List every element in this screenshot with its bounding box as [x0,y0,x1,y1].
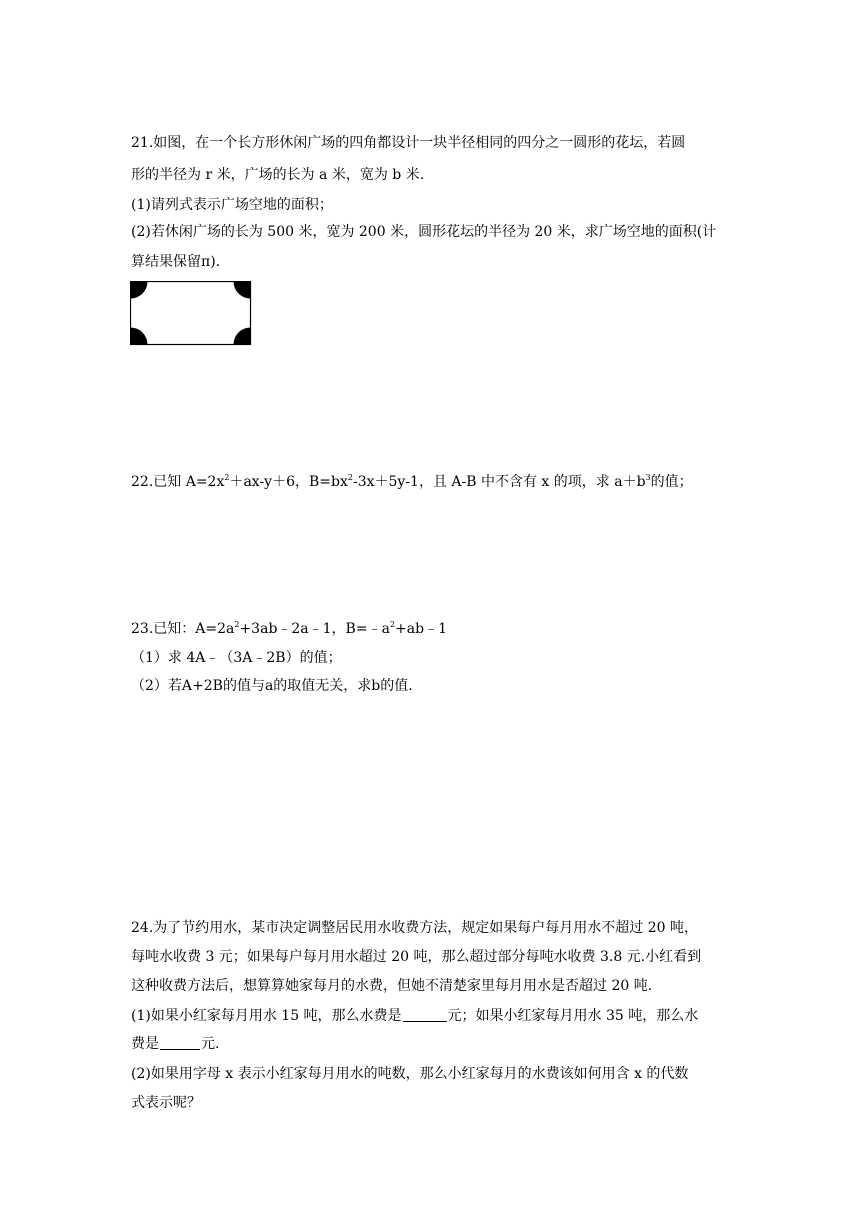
q24-line2: 每吨水收费 3 元；如果每户每月用水超过 20 吨，那么超过部分每吨水收费 3.8 元.小红看到 [131,949,702,965]
answer-blank-1[interactable] [403,1007,447,1022]
plaza-figure [130,281,252,346]
q24-part2-line2: 式表示呢？ [131,1095,201,1111]
q23-part2: （2）若A+2B的值与a的取值无关，求b的值. [131,678,413,694]
answer-blank-2[interactable] [160,1035,200,1050]
q21-line2: 形的半径为 r 米，广场的长为 a 米，宽为 b 米. [131,167,425,183]
q24-line1: 24.为了节约用水，某市决定调整居民用水收费方法，规定如果每户每月用水不超过 20 吨， [131,920,698,936]
q21-part2-line1: (2)若休闲广场的长为 500 米，宽为 200 米，圆形花坛的半径为 20 米，求广场空地的面积(计 [131,224,717,240]
q21-line1: 21.如图，在一个长方形休闲广场的四角都设计一块半径相同的四分之一圆形的花坛，若圆 [131,135,686,151]
q24-line3: 这种收费方法后，想算算她家每月的水费，但她不清楚家里每月用水是否超过 20 吨. [131,978,653,994]
q22-statement: 22.已知 $A=2x^2+ax-y+6$，$B=bx^2-3x+5y-1$，且 A-B 中不含有 x 的项，求 $a+b^3$的值； [131,473,693,490]
q21-part2-line2: 算结果保留π). [131,254,221,270]
q24-part1: (1)如果小红家每月用水 15 吨，那么水费是 元；如果小红家每月用水 35 吨，那么水 [131,1008,699,1024]
plaza-rectangle [131,282,251,345]
q21-part1: (1)请列式表示广场空地的面积； [131,197,333,213]
q24-part1-cont: 费是 元. [131,1036,220,1052]
q24-part2-line1: (2)如果用字母 x 表示小红家每月用水的吨数，那么小红家每月的水费该如何用含 x 的代数 [131,1066,689,1082]
q23-part1: （1）求 4A﹣（3A﹣2B）的值； [131,650,342,666]
q23-statement: 23.已知：$A=2a^2+3ab﹣2a﹣1$，$B=﹣a^2+ab﹣1$ [131,620,447,637]
